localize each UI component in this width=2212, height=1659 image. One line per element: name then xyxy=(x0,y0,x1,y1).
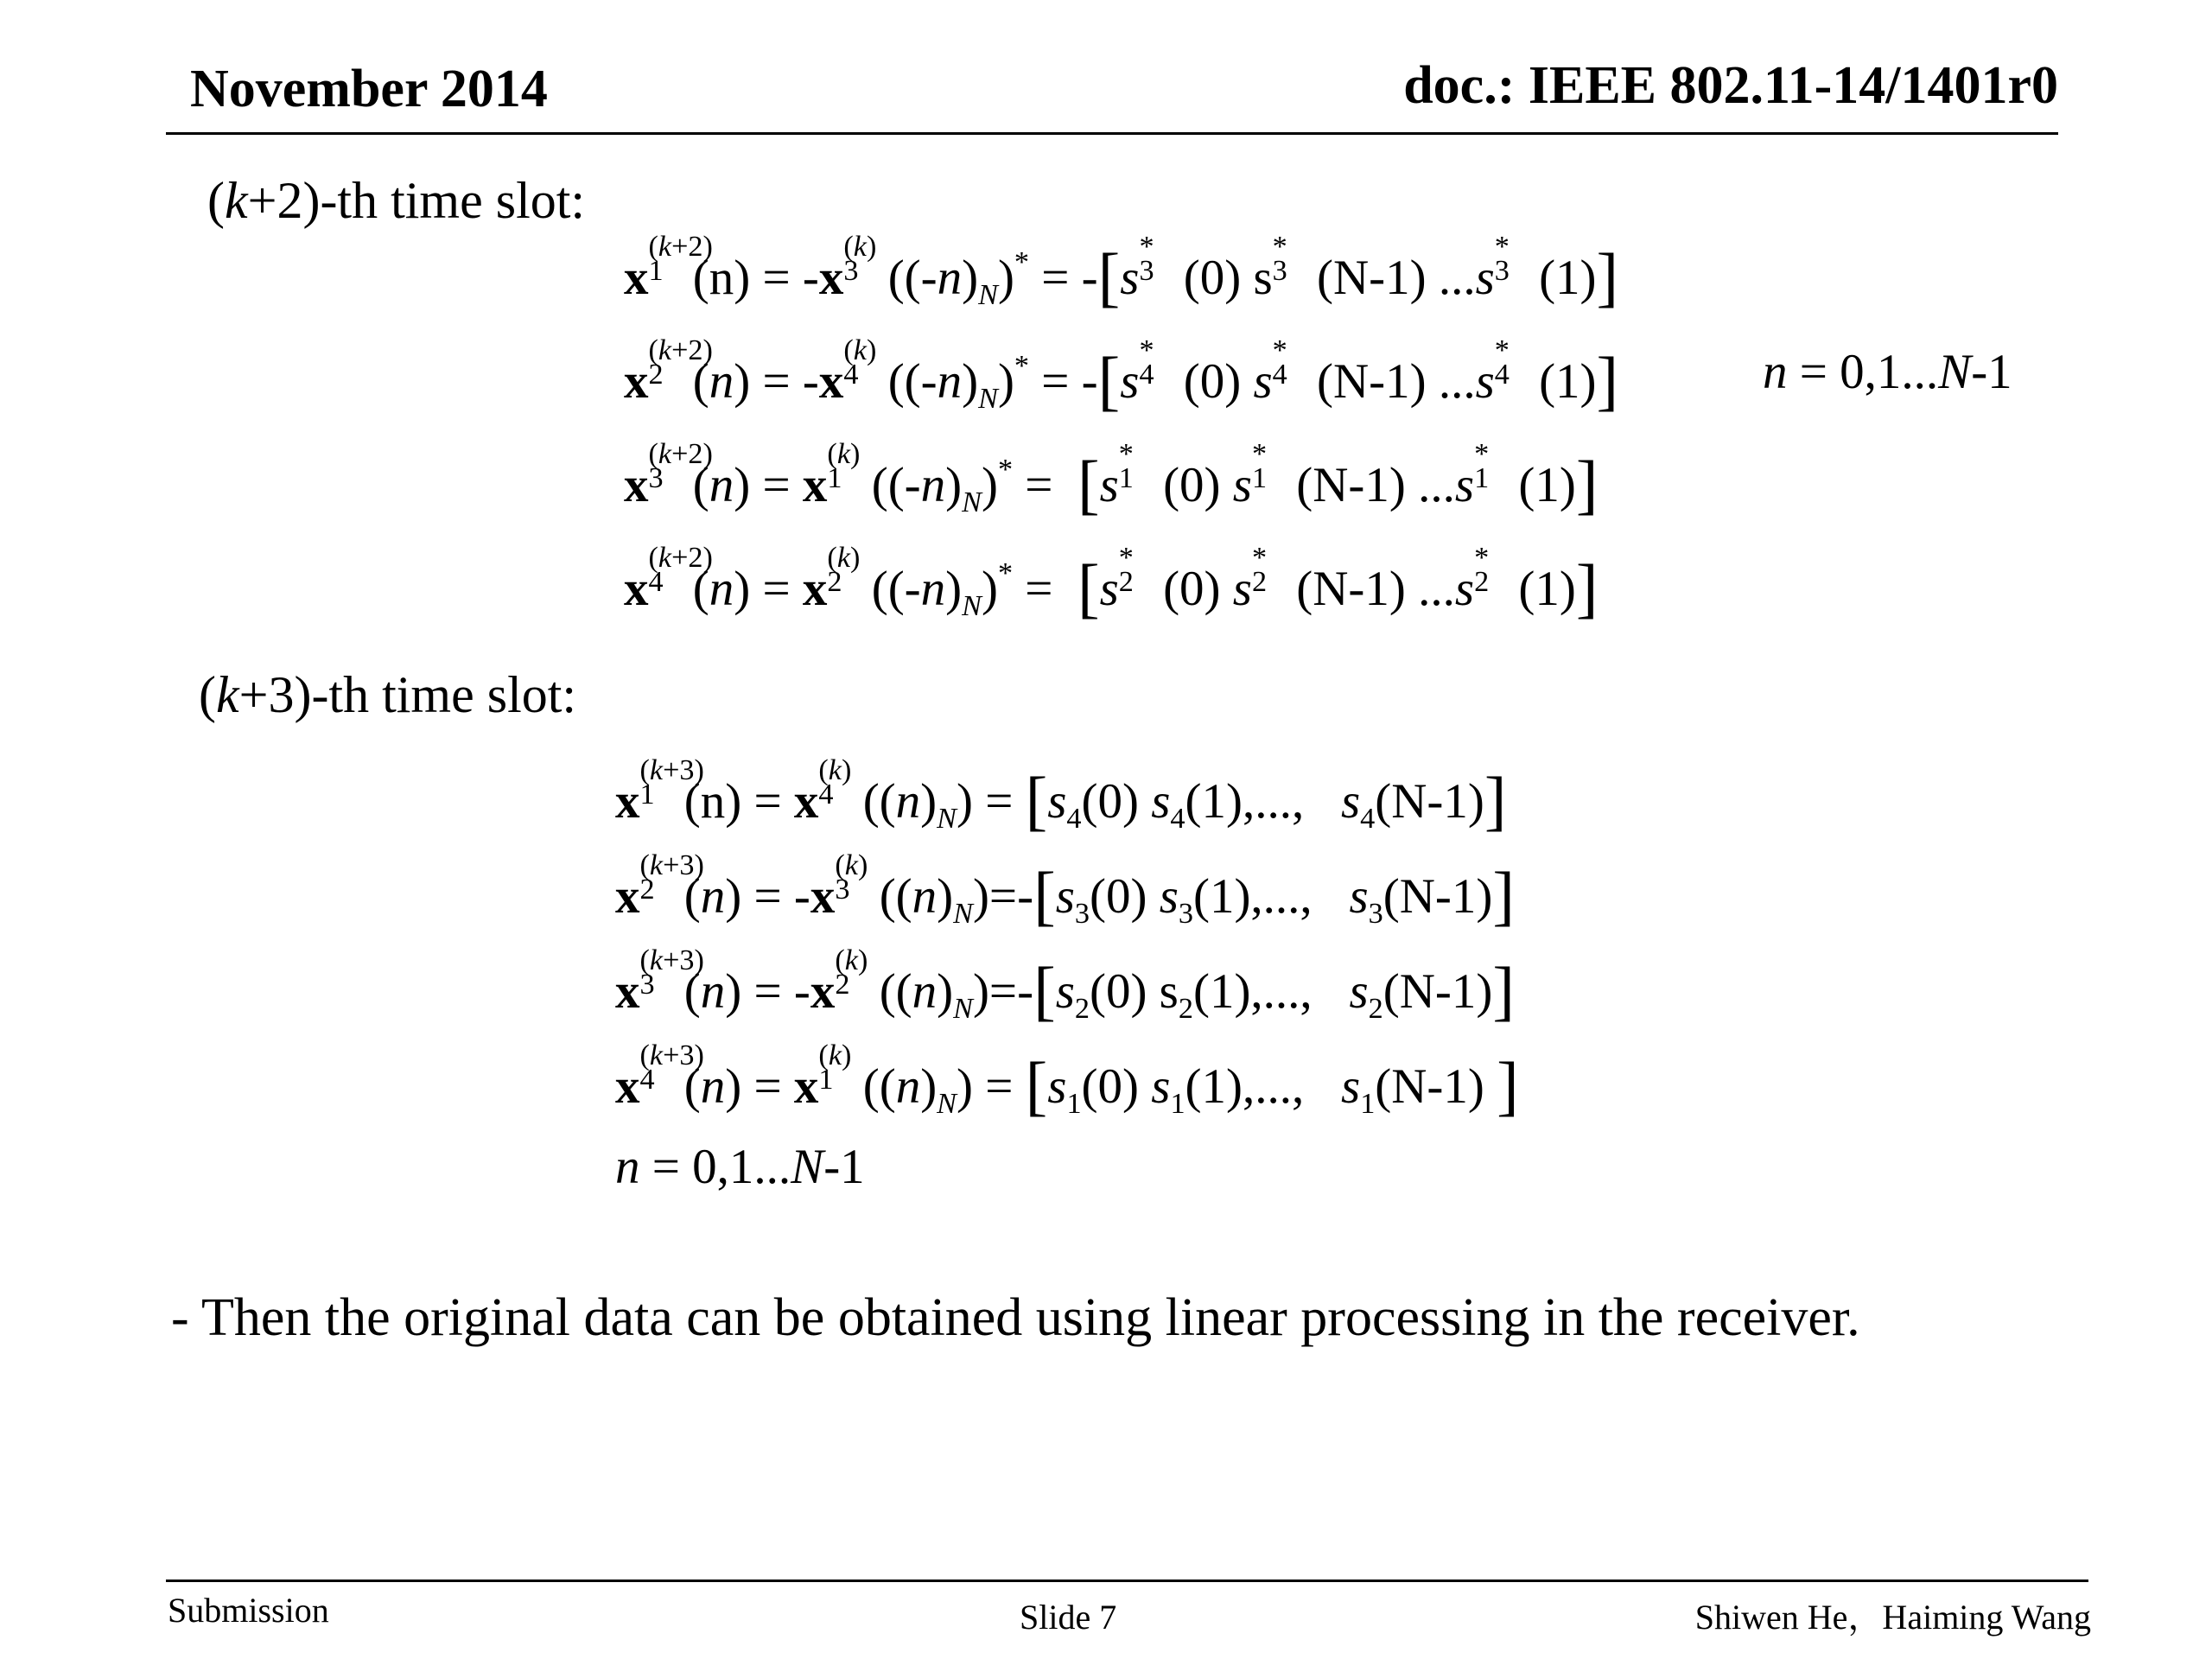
equation-k3-range: n = 0,1...N-1 xyxy=(615,1140,865,1194)
conclusion-text: - Then the original data can be obtained using linear processing in the receiver. xyxy=(171,1288,1860,1347)
footer-authors: Shiwen He，Haiming Wang xyxy=(1694,1598,2091,1637)
equation-k2-x4: x (k+2) 4 (n) = x (k) 2 $((-n)_N)^* = [s$ * 2 (0) s * 2 (N-1) ...s * 2 (1)] xyxy=(624,541,1599,625)
equation-k3-x2: x (k+3) 2 (n) = -x (k) 3 $((n)_N)=-[s_3(0)$ $s_3(1)$,..., $s_3(N-1)$] xyxy=(615,849,1515,932)
equation-k3-x4: x (k+3) 4 (n) = x (k) 1 $((n)_N) = [s_1(0)$ $s_1(1)$,..., $s_1(N-1)$ ] xyxy=(615,1039,1519,1122)
header-divider xyxy=(166,132,2058,135)
equation-k2-x1: x (k+2) 1 (n) = -x (k) 3 $((-n)_N)^* = -[s$ * 3 (0) s * 3 (N-1) ...s * 3 (1)] xyxy=(624,230,1619,314)
equation-k3-x3: x (k+3) 3 (n) = -x (k) 2 $((n)_N)=-[s_2(0)$ $s_2(1)$,..., $s_2(N-1)$] xyxy=(615,944,1515,1027)
equation-k3-x1: x (k+3) 1 (n) = x (k) 4 $((n)_N) = [s_4(0)$ $s_4(1)$,..., $s_4(N-1)$] xyxy=(615,753,1507,837)
footer-submission: Submission xyxy=(168,1591,329,1630)
slot-k3-label: (k+3)-th time slot: xyxy=(199,666,577,723)
header-date: November 2014 xyxy=(190,60,548,118)
equation-k2-x2: x (k+2) 2 (n) = -x (k) 4 $((-n)_N)^* = -[s$ * 4 (0) s * 4 (N-1) ...s * 4 (1)] xyxy=(624,334,1619,417)
footer-slide-number: Slide 7 xyxy=(1020,1598,1117,1637)
footer-divider xyxy=(166,1580,2088,1582)
slot-k2-label: (k+2)-th time slot: xyxy=(207,172,586,229)
equation-k2-range: n = 0,1...N-1 xyxy=(1763,345,2012,399)
header-doc-id: doc.: IEEE 802.11-14/1401r0 xyxy=(1403,56,2058,115)
equation-k2-x3: x (k+2) 3 (n) = x (k) 1 $((-n)_N)^* = [s$ * 1 (0) s * 1 (N-1) ...s * 1 (1)] xyxy=(624,437,1599,521)
